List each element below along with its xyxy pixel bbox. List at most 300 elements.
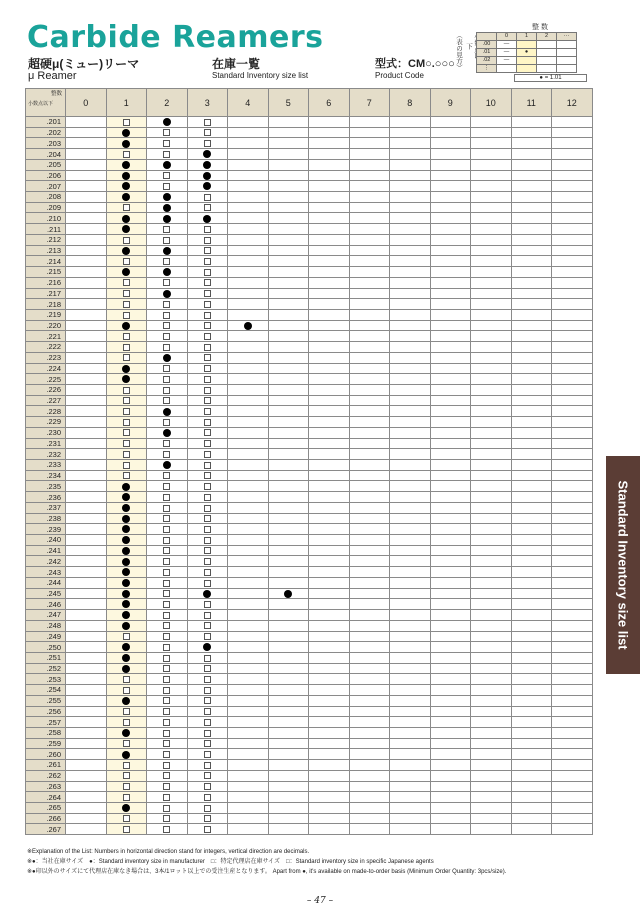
table-cell [511,588,552,599]
table-cell [147,631,188,642]
table-cell [552,620,593,631]
table-cell [268,545,309,556]
table-row [26,224,593,235]
table-cell [471,727,512,738]
table-cell [268,620,309,631]
table-cell [511,492,552,503]
table-cell [187,352,228,363]
table-cell [349,363,390,374]
row-label: .261 [26,760,66,771]
table-cell [430,781,471,792]
table-cell [430,803,471,814]
table-cell [66,374,107,385]
table-cell [552,803,593,814]
table-cell [147,449,188,460]
agent-stock-square-icon [163,612,170,619]
table-cell [106,738,147,749]
table-cell [511,352,552,363]
table-cell [430,256,471,267]
table-cell [471,492,512,503]
table-cell [268,374,309,385]
table-cell [511,299,552,310]
table-cell [552,417,593,428]
agent-stock-square-icon [204,515,211,522]
table-cell [390,577,431,588]
table-cell [228,813,269,824]
table-cell [511,449,552,460]
table-cell [430,374,471,385]
table-cell [511,803,552,814]
row-label: .243 [26,567,66,578]
table-cell [511,567,552,578]
table-cell [187,170,228,181]
table-cell [147,438,188,449]
table-cell [309,567,350,578]
table-cell [430,792,471,803]
manufacturer-stock-dot-icon [163,247,171,255]
table-cell [390,470,431,481]
agent-stock-square-icon [204,622,211,629]
column-header-4: 4 [228,89,269,117]
table-cell [228,727,269,738]
table-cell [511,460,552,471]
table-cell [390,192,431,203]
table-cell [187,567,228,578]
table-cell [511,792,552,803]
table-cell [228,685,269,696]
table-cell [349,588,390,599]
table-cell [390,631,431,642]
table-cell [552,427,593,438]
table-cell [511,202,552,213]
table-cell [268,749,309,760]
table-cell [147,288,188,299]
table-row [26,813,593,824]
row-label: .230 [26,427,66,438]
agent-stock-square-icon [123,419,130,426]
agent-stock-square-icon [123,794,130,801]
row-label: .246 [26,599,66,610]
table-cell [66,695,107,706]
table-row [26,652,593,663]
table-cell [471,331,512,342]
product-name-jp: 超硬μ(ミュー)リーマ [28,57,140,71]
table-cell [66,309,107,320]
table-cell [471,159,512,170]
manufacturer-stock-dot-icon [122,600,130,608]
table-cell [309,438,350,449]
table-cell [147,427,188,438]
agent-stock-square-icon [163,708,170,715]
table-cell [309,492,350,503]
table-cell [309,224,350,235]
legend-cell [537,49,557,57]
column-header-5: 5 [268,89,309,117]
table-cell [66,577,107,588]
table-cell [106,642,147,653]
table-cell [349,245,390,256]
table-cell [430,202,471,213]
table-cell [66,170,107,181]
table-cell [228,267,269,278]
table-cell [147,470,188,481]
agent-stock-square-icon [123,119,130,126]
table-cell [552,320,593,331]
table-cell [187,577,228,588]
table-cell [552,492,593,503]
table-cell [228,695,269,706]
table-cell [552,288,593,299]
table-cell [390,127,431,138]
manufacturer-stock-dot-icon [122,547,130,555]
agent-stock-square-icon [163,183,170,190]
table-cell [349,674,390,685]
table-cell [471,460,512,471]
agent-stock-square-icon [123,237,130,244]
table-cell [268,610,309,621]
table-cell [511,234,552,245]
column-header-9: 9 [430,89,471,117]
table-cell [66,395,107,406]
table-cell [511,331,552,342]
table-cell [471,824,512,835]
table-cell [390,685,431,696]
table-cell [471,513,512,524]
table-cell [106,792,147,803]
table-cell [390,170,431,181]
table-cell [228,770,269,781]
agent-stock-square-icon [204,655,211,662]
table-cell [471,631,512,642]
table-cell [430,342,471,353]
table-cell [268,267,309,278]
table-cell [349,170,390,181]
table-cell [228,374,269,385]
table-cell [349,202,390,213]
table-cell [511,438,552,449]
agent-stock-square-icon [123,783,130,790]
table-cell [66,427,107,438]
table-row [26,803,593,814]
table-cell [430,524,471,535]
table-cell [349,256,390,267]
table-cell [309,352,350,363]
table-cell [309,159,350,170]
agent-stock-square-icon [163,397,170,404]
table-cell [228,309,269,320]
table-cell [187,663,228,674]
table-cell [511,781,552,792]
table-cell [147,417,188,428]
table-cell [430,556,471,567]
table-cell [349,299,390,310]
agent-stock-square-icon [204,826,211,833]
table-cell [471,374,512,385]
legend-corner [477,33,497,41]
agent-stock-square-icon [163,151,170,158]
table-cell [228,202,269,213]
manufacturer-stock-dot-icon [163,408,171,416]
table-cell [471,738,512,749]
table-cell [390,524,431,535]
table-row [26,695,593,706]
table-cell [66,299,107,310]
agent-stock-square-icon [163,826,170,833]
table-cell [66,417,107,428]
table-cell [349,267,390,278]
table-cell [187,299,228,310]
table-cell [511,277,552,288]
table-cell [268,224,309,235]
table-cell [106,138,147,149]
table-row [26,824,593,835]
table-cell [309,138,350,149]
table-cell [471,309,512,320]
table-cell [147,374,188,385]
table-cell [106,770,147,781]
table-cell [349,642,390,653]
table-cell [147,588,188,599]
table-cell [66,234,107,245]
table-cell [552,438,593,449]
product-name-en: μ Reamer [28,70,77,82]
table-cell [430,620,471,631]
agent-stock-square-icon [163,505,170,512]
manufacturer-stock-dot-icon [122,643,130,651]
table-cell [471,320,512,331]
agent-stock-square-icon [163,687,170,694]
agent-stock-square-icon [204,772,211,779]
table-cell [106,449,147,460]
manufacturer-stock-dot-icon [122,654,130,662]
table-cell [471,524,512,535]
table-cell [228,481,269,492]
table-cell [187,803,228,814]
table-cell [309,202,350,213]
agent-stock-square-icon [163,440,170,447]
table-cell [228,524,269,535]
table-cell [430,717,471,728]
table-cell [147,320,188,331]
table-cell [106,685,147,696]
table-cell [471,760,512,771]
row-label: .207 [26,181,66,192]
table-row [26,599,593,610]
table-cell [309,460,350,471]
agent-stock-square-icon [123,815,130,822]
row-label: .210 [26,213,66,224]
table-cell [349,663,390,674]
table-cell [228,631,269,642]
table-cell [390,449,431,460]
table-cell [228,577,269,588]
table-cell [228,438,269,449]
agent-stock-square-icon [204,783,211,790]
table-row [26,567,593,578]
row-label: .240 [26,535,66,546]
table-cell [66,513,107,524]
table-cell [268,738,309,749]
agent-stock-square-icon [204,740,211,747]
table-cell [187,149,228,160]
table-cell [268,149,309,160]
table-cell [228,288,269,299]
table-cell [471,288,512,299]
row-label: .216 [26,277,66,288]
agent-stock-square-icon [163,279,170,286]
table-cell [309,545,350,556]
row-label: .226 [26,384,66,395]
table-cell [309,406,350,417]
table-row [26,395,593,406]
table-cell [228,417,269,428]
table-cell [471,545,512,556]
table-cell [552,577,593,588]
table-cell [66,470,107,481]
legend-howto-label: （表の見方） [455,32,462,71]
table-cell [309,717,350,728]
table-cell [106,256,147,267]
table-row [26,320,593,331]
table-cell [309,749,350,760]
table-cell [268,770,309,781]
agent-stock-square-icon [204,419,211,426]
table-cell [187,384,228,395]
table-cell [106,288,147,299]
table-cell [471,224,512,235]
legend-row-header: ⋮ [477,65,497,73]
row-label: .231 [26,438,66,449]
table-cell [309,706,350,717]
table-cell [147,192,188,203]
legend-cell [537,57,557,65]
table-cell [66,706,107,717]
table-cell [106,599,147,610]
agent-stock-square-icon [204,612,211,619]
table-cell [228,556,269,567]
table-cell [349,770,390,781]
table-cell [187,460,228,471]
table-cell [552,545,593,556]
row-label: .248 [26,620,66,631]
table-cell [511,620,552,631]
table-cell [106,181,147,192]
table-cell [471,384,512,395]
table-row [26,556,593,567]
table-cell [511,685,552,696]
table-cell [471,267,512,278]
table-cell [268,384,309,395]
agent-stock-square-icon [163,569,170,576]
table-cell [390,535,431,546]
row-label: .251 [26,652,66,663]
table-cell [552,352,593,363]
manufacturer-stock-dot-icon [122,579,130,587]
table-cell [552,149,593,160]
table-cell [66,449,107,460]
table-cell [268,706,309,717]
table-row [26,159,593,170]
legend-cell [557,49,577,57]
table-cell [511,760,552,771]
table-row [26,620,593,631]
agent-stock-square-icon [204,462,211,469]
table-cell [187,331,228,342]
table-cell [349,342,390,353]
table-cell [66,202,107,213]
table-cell [552,813,593,824]
table-cell [106,781,147,792]
table-cell [430,159,471,170]
table-cell [106,234,147,245]
table-cell [147,117,188,128]
table-cell [268,309,309,320]
table-cell [349,277,390,288]
table-cell [147,202,188,213]
table-cell [349,417,390,428]
agent-stock-square-icon [163,622,170,629]
table-cell [552,256,593,267]
column-header-8: 8 [390,89,431,117]
table-cell [106,717,147,728]
table-row [26,631,593,642]
table-cell [349,460,390,471]
manufacturer-stock-dot-icon [163,118,171,126]
agent-stock-square-icon [204,322,211,329]
column-header-12: 12 [552,89,593,117]
agent-stock-square-icon [204,730,211,737]
table-row [26,117,593,128]
table-cell [187,267,228,278]
table-cell [66,331,107,342]
legend-cell: — [497,57,517,65]
table-cell [349,406,390,417]
table-cell [147,813,188,824]
table-cell [228,224,269,235]
table-cell [430,417,471,428]
table-cell [66,213,107,224]
table-cell [66,545,107,556]
table-cell [349,374,390,385]
table-cell [66,117,107,128]
table-cell [349,117,390,128]
table-cell [268,395,309,406]
table-row [26,213,593,224]
agent-stock-square-icon [204,290,211,297]
table-cell [147,352,188,363]
agent-stock-square-icon [123,462,130,469]
row-label: .209 [26,202,66,213]
table-cell [552,299,593,310]
row-label: .267 [26,824,66,835]
table-cell [390,824,431,835]
table-cell [430,824,471,835]
table-cell [390,717,431,728]
table-cell [66,749,107,760]
agent-stock-square-icon [163,140,170,147]
table-cell [471,170,512,181]
table-cell [349,717,390,728]
table-cell [268,406,309,417]
row-label: .238 [26,513,66,524]
agent-stock-square-icon [204,547,211,554]
table-cell [390,299,431,310]
table-row [26,770,593,781]
agent-stock-square-icon [163,494,170,501]
table-cell [471,138,512,149]
agent-stock-square-icon [163,129,170,136]
table-cell [228,395,269,406]
